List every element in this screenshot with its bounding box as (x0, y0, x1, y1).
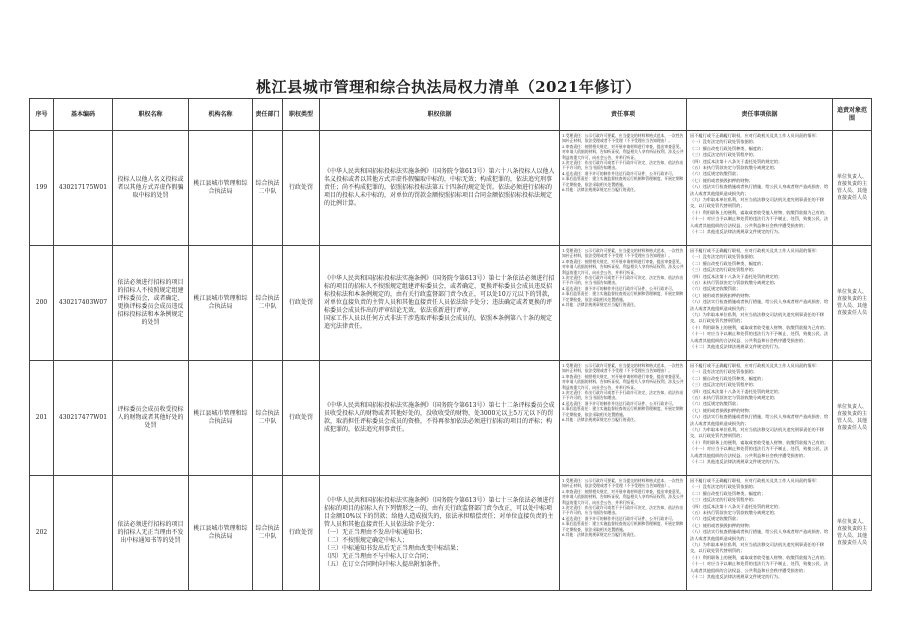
row-duty-items (560, 246, 687, 361)
duty-basis-item: 因不履行或不正确履行职权，应对行政机关及其工作人员问责的情形： (690, 478, 820, 483)
duty-basis-item: （十）利用职务上的便利，索取或者收受他人财物、收缴罚款据为己有的； (690, 554, 829, 560)
duty-item: 4.送达责任：准予许可的制作并送达行政许可证件，公开行政许可。 (562, 170, 676, 176)
duty-basis-item: （十）利用职务上的便利，索取或者收受他人财物、收缴罚款据为己有的； (690, 209, 829, 215)
duty-basis-item: （十）利用职务上的便利，索取或者收受他人财物、收缴罚款据为己有的； (690, 324, 829, 330)
row-basis (320, 131, 560, 246)
duty-basis-item: （五）未执行罚款决定与罚款收缴分离规定的； (690, 510, 778, 516)
duty-basis-item: （十一）对应当予以制止和处罚的违法行为不予制止、处罚，致使公民、法人或者其他组织的合法权益、公共利益和社会秩序遭受损害的； (690, 561, 829, 573)
duty-item: 3.决定责任：作出行政许可或者不予行政许可决定，法定告知，依法作出不予许可的，应当书面告知理由。 (562, 275, 684, 286)
row-dept: 综合执法二中队 (253, 361, 283, 476)
duty-basis-item: （九）为牟取本单位私利，对应当依法移交司法机关追究刑事责任的不移交，以行政处罚代替刑罚的； (690, 312, 825, 324)
duty-basis-item: （一）没有法定的行政处罚依据的； (690, 139, 758, 145)
row-code: 430217403W07 (54, 246, 113, 361)
row-duty-basis (687, 361, 833, 476)
duty-basis-item: （六）违反规定收缴罚款； (690, 516, 741, 522)
row-dept: 综合执法二中队 (253, 476, 283, 591)
row-power-name: 评标委员会成员收受投标人的财物或者其他好处的处罚 (113, 361, 189, 476)
duty-basis-item: （九）为牟取本单位私利，对应当依法移交司法机关追究刑事责任的不移交，以行政处罚代替刑罚的； (690, 542, 825, 554)
duty-item: 3.决定责任：作出行政许可或者不予行政许可决定，法定告知，依法作出不予许可的，应当书面告知理由。 (562, 160, 684, 171)
duty-basis-item: （十二）其他违反法律法规规章文件规定的行为。 (690, 344, 783, 350)
row-basis (320, 476, 560, 591)
row-org: 桃江县城市管理和综合执法局 (189, 131, 253, 246)
duty-item: 1.受理责任：公示行政许可要素，应当提交的材料和格式范本，一次性告知补正材料，依法受理或者不予受理（不予受理应当告知理由）。 (562, 248, 684, 259)
header-type: 职权类型 (283, 99, 320, 131)
row-code: 430217477W01 (54, 361, 113, 476)
duty-basis-item: （九）为牟取本单位私利，对应当依法移交司法机关追究刑事责任的不移交，以行政处罚代替刑罚的； (690, 197, 825, 209)
duty-item: 4.送达责任：准予许可的制作并送达行政许可证件，公开行政许可。 (562, 285, 676, 291)
header-code: 基本编码 (54, 99, 113, 131)
row-power-name: 依法必须进行招标的项目的招标人无正当理由不发出中标通知书等的处罚 (113, 476, 189, 591)
row-basis (320, 246, 560, 361)
duty-basis-item: （二）擅自改变行政处罚种类、幅度的； (690, 490, 766, 496)
duty-basis-item: （五）未执行罚款决定与罚款收缴分离规定的； (690, 395, 778, 401)
basis-paragraph: （五）在订立合同时向中标人提出附加条件。 (324, 561, 445, 568)
table-row (30, 476, 872, 591)
header-basis: 职权依据 (320, 99, 560, 131)
table-row (30, 131, 872, 246)
duty-basis-item: （二）擅自改变行政处罚种类、幅度的； (690, 260, 766, 266)
duty-basis-item: （七）使用或者损毁扣押的财物； (690, 292, 753, 298)
duty-basis-item: （三）违反法定的行政处罚程序的； (690, 497, 758, 503)
duty-item: 3.决定责任：作出行政许可或者不予行政许可决定，法定告知，依法作出不予许可的，应当书面告知理由。 (562, 390, 684, 401)
duty-item: 5.事后监管责任：建立实施监督检查的运行机制和管理制度，开展定期和不定期检查，依法采取相关处置措施。 (562, 291, 684, 302)
header-duty-basis: 责任事项依据 (687, 99, 833, 131)
power-list-table (29, 98, 872, 591)
duty-item: 1.受理责任：公示行政许可要素，应当提交的材料和格式范本，一次性告知补正材料，依法受理或者不予受理（不予受理应当告知理由）。 (562, 363, 684, 374)
duty-basis-item: （十一）对应当予以制止和处罚的违法行为不予制止、处罚，致使公民、法人或者其他组织的合法权益、公共利益和社会秩序遭受损害的； (690, 216, 829, 228)
basis-paragraph: （二）不按照规定确定中标人； (324, 537, 409, 544)
duty-basis-item: （十二）其他违反法律法规规章文件规定的行为。 (690, 574, 783, 580)
duty-item: 1.受理责任：公示行政许可要素，应当提交的材料和格式范本，一次性告知补正材料，依法受理或者不予受理（不予受理应当告知理由）。 (562, 133, 684, 144)
header-name: 职权名称 (113, 99, 189, 131)
duty-basis-item: （十二）其他违反法律法规规章文件规定的行为。 (690, 229, 783, 235)
row-subject: 单位负责人、直接负责的主管人员、其他直接责任人员 (833, 361, 872, 476)
row-duty-items (560, 361, 687, 476)
duty-basis-item: （十二）其他违反法律法规规章文件规定的行为。 (690, 459, 783, 465)
table-row (30, 361, 872, 476)
duty-basis-item: 因不履行或不正确履行职权，应对行政机关及其工作人员问责的情形： (690, 248, 820, 253)
duty-item: 6.其他：法律法规规章规定应当履行的责任。 (562, 417, 638, 423)
row-duty-basis (687, 131, 833, 246)
duty-basis-item: （四）违反本法第十八条关于委托处罚的规定的； (690, 158, 783, 164)
duty-item: 2.审查责任：按照相关规定，对开展申请材料进行审查，提出审查意见，对申请人依据的材料，告知听证权，利益相关人享有听证权利，涉及公共利益的重大许可，向社会公告，并举行听证。 (562, 373, 684, 390)
basis-paragraph: （一）无正当理由不发出中标通知书； (324, 529, 427, 536)
duty-basis-item: 因不履行或不正确履行职权，应对行政机关及其工作人员问责的情形： (690, 363, 820, 368)
duty-basis-item: （十一）对应当予以制止和处罚的违法行为不予制止、处罚，致使公民、法人或者其他组织的合法权益、公共利益和社会秩序遭受损害的； (690, 446, 829, 458)
duty-basis-item: （八）违法实行检查措施或者执行措施，给公民人身或者财产造成损害、给法人或者其他组织造成损失的； (690, 299, 829, 311)
row-subject: 单位负责人、直接负责的主管人员、其他直接责任人员 (833, 476, 872, 591)
duty-basis-item: （十一）对应当予以制止和处罚的违法行为不予制止、处罚，致使公民、法人或者其他组织的合法权益、公共利益和社会秩序遭受损害的； (690, 331, 829, 343)
header-no: 序号 (30, 99, 54, 131)
row-dept: 综合执法二中队 (253, 246, 283, 361)
row-number: 199 (30, 131, 54, 246)
duty-item: 3.决定责任：作出行政许可或者不予行政许可决定，法定告知，依法作出不予许可的，应当书面告知理由。 (562, 505, 684, 516)
duty-basis-item: （七）使用或者损毁扣押的财物； (690, 177, 753, 183)
duty-basis-item: （五）未执行罚款决定与罚款收缴分离规定的； (690, 280, 778, 286)
duty-item: 6.其他：法律法规规章规定应当履行的责任。 (562, 532, 638, 538)
row-code (54, 476, 113, 591)
basis-paragraph: 《中华人民共和国招标投标法实施条例》（国务院令第613号）第七十条依法必须进行招标的项目的招标人不按照规定组建评标委员会，或者确定、更换评标委员会成员违反招标投标法和本条例规定的，由有关行政监督部门责令改正，可以处10万元以下的罚款，对单位直接负责的主管人员和其他直接责任人员依法给予处分；违法确定或者更换的评标委员会成员作出的评审结论无效，依法重新进行评审。 (324, 275, 555, 314)
header-duty: 责任事项 (560, 99, 687, 131)
duty-basis-item: （九）为牟取本单位私利，对应当依法移交司法机关追究刑事责任的不移交，以行政处罚代替刑罚的； (690, 427, 825, 439)
duty-basis-item: （一）没有法定的行政处罚依据的； (690, 369, 758, 375)
duty-basis-item: （五）未执行罚款决定与罚款收缴分离规定的； (690, 165, 778, 171)
row-code: 430217175W01 (54, 131, 113, 246)
duty-basis-item: （六）违反规定收缴罚款； (690, 401, 741, 407)
duty-basis-item: （四）违反本法第十八条关于委托处罚的规定的； (690, 503, 783, 509)
duty-item: 5.事后监管责任：建立实施监督检查的运行机制和管理制度，开展定期和不定期检查，依法采取相关处置措施。 (562, 406, 684, 417)
basis-paragraph: （四）无正当理由不与中标人订立合同； (324, 553, 433, 560)
table-row (30, 246, 872, 361)
duty-basis-item: 因不履行或不正确履行职权，应对行政机关及其工作人员问责的情形： (690, 133, 820, 138)
row-type: 行政处罚 (283, 131, 320, 246)
row-number: 202 (30, 476, 54, 591)
duty-basis-item: （七）使用或者损毁扣押的财物； (690, 407, 753, 413)
duty-item: 5.事后监管责任：建立实施监督检查的运行机制和管理制度，开展定期和不定期检查，依法采取相关处置措施。 (562, 521, 684, 532)
duty-item: 1.受理责任：公示行政许可要素，应当提交的材料和格式范本，一次性告知补正材料，依法受理或者不予受理（不予受理应当告知理由）。 (562, 478, 684, 489)
basis-paragraph: （三）中标通知书发出后无正当理由改变中标结果； (324, 545, 463, 552)
duty-basis-item: （四）违反本法第十八条关于委托处罚的规定的； (690, 273, 783, 279)
row-subject: 单位负责人、直接负责的主管人员、其他直接责任人员 (833, 246, 872, 361)
basis-paragraph: 国家工作人员以任何方式非法干涉选取评标委员会成员的，依照本条例第八十条的规定追究法律责任。 (324, 315, 553, 330)
duty-basis-item: （一）没有法定的行政处罚依据的； (690, 254, 758, 260)
duty-basis-item: （八）违法实行检查措施或者执行措施，给公民人身或者财产造成损害、给法人或者其他组织造成损失的； (690, 184, 829, 196)
row-duty-items (560, 476, 687, 591)
duty-basis-item: （二）擅自改变行政处罚种类、幅度的； (690, 375, 766, 381)
row-power-name: 投标人以他人名义投标或者以其他方式弄虚作假骗取中标的处罚 (113, 131, 189, 246)
duty-basis-item: （六）违反规定收缴罚款； (690, 171, 741, 177)
row-type: 行政处罚 (283, 246, 320, 361)
header-subject: 追责对象范围 (833, 99, 872, 131)
duty-basis-item: （八）违法实行检查措施或者执行措施，给公民人身或者财产造成损害、给法人或者其他组织造成损失的； (690, 414, 829, 426)
row-subject: 单位负责人、直接负责的主管人员、其他直接责任人员 (833, 131, 872, 246)
row-type: 行政处罚 (283, 476, 320, 591)
duty-basis-item: （三）违反法定的行政处罚程序的； (690, 152, 758, 158)
row-duty-basis (687, 246, 833, 361)
row-number: 201 (30, 361, 54, 476)
duty-basis-item: （二）擅自改变行政处罚种类、幅度的； (690, 145, 766, 151)
row-type: 行政处罚 (283, 361, 320, 476)
duty-basis-item: （四）违反本法第十八条关于委托处罚的规定的； (690, 388, 783, 394)
duty-item: 5.事后监管责任：建立实施监督检查的运行机制和管理制度，开展定期和不定期检查，依法采取相关处置措施。 (562, 176, 684, 187)
row-dept: 综合执法二中队 (253, 131, 283, 246)
row-number: 200 (30, 246, 54, 361)
header-dept: 责任部门 (253, 99, 283, 131)
basis-paragraph: 《中华人民共和国招标投标法实施条例》（国务院令第613号）第七十三条依法必须进行招标的项目的招标人有下列情形之一的，由有关行政监督部门责令改正，可以处中标项目金额10%以下的罚款；给他人造成损失的，依法承担赔偿责任；对单位直接负责的主管人员和其他直接责任人员依法给予处分： (324, 497, 555, 528)
duty-basis-item: （七）使用或者损毁扣押的财物； (690, 522, 753, 528)
duty-basis-item: （一）没有法定的行政处罚依据的； (690, 484, 758, 490)
duty-basis-item: （十）利用职务上的便利，索取或者收受他人财物、收缴罚款据为己有的； (690, 439, 829, 445)
duty-item: 2.审查责任：按照相关规定，对开展申请材料进行审查，提出审查意见，对申请人依据的材料，告知听证权，利益相关人享有听证权利，涉及公共利益的重大许可，向社会公告，并举行听证。 (562, 143, 684, 160)
row-basis (320, 361, 560, 476)
row-org: 桃江县城市管理和综合执法局 (189, 476, 253, 591)
basis-paragraph: 《中华人民共和国招标投标法实施条例》（国务院令第613号）第六十八条投标人以他人名义投标或者以其他方式弄虚作假骗取中标的，中标无效；构成犯罪的，依法追究刑事责任；尚不构成犯罪的，依照招标投标法第五十四条的规定处罚。依法必须进行招标的项目的投标人未中标的，对单位的罚款金额按照招标项目合同金额依照招标投标法规定的比例计算。 (324, 168, 555, 207)
duty-item: 2.审查责任：按照相关规定，对开展申请材料进行审查，提出审查意见，对申请人依据的材料，告知听证权，利益相关人享有听证权利，涉及公共利益的重大许可，向社会公告，并举行听证。 (562, 258, 684, 275)
duty-item: 6.其他：法律法规规章规定应当履行的责任。 (562, 187, 638, 193)
page-title: 桃江县城市管理和综合执法局权力清单（2021年修订） (256, 78, 641, 96)
duty-basis-item: （八）违法实行检查措施或者执行措施，给公民人身或者财产造成损害、给法人或者其他组织造成损失的； (690, 529, 829, 541)
duty-item: 6.其他：法律法规规章规定应当履行的责任。 (562, 302, 638, 308)
header-org: 机构名称 (189, 99, 253, 131)
duty-basis-item: （三）违反法定的行政处罚程序的； (690, 382, 758, 388)
header-row (30, 99, 872, 131)
row-org: 桃江县城市管理和综合执法局 (189, 246, 253, 361)
row-power-name: 依法必须进行招标的项目的招标人不按照规定组建评标委员会，或者确定、更换评标委员会成员违反招标投标法和本条例规定的处罚 (113, 246, 189, 361)
duty-item: 4.送达责任：准予许可的制作并送达行政许可证件，公开行政许可。 (562, 400, 676, 406)
row-org: 桃江县城市管理和综合执法局 (189, 361, 253, 476)
row-duty-basis (687, 476, 833, 591)
duty-basis-item: （六）违反规定收缴罚款； (690, 286, 741, 292)
duty-basis-item: （三）违反法定的行政处罚程序的； (690, 267, 758, 273)
duty-item: 2.审查责任：按照相关规定，对开展申请材料进行审查，提出审查意见，对申请人依据的材料，告知听证权，利益相关人享有听证权利，涉及公共利益的重大许可，向社会公告，并举行听证。 (562, 488, 684, 505)
duty-item: 4.送达责任：准予许可的制作并送达行政许可证件，公开行政许可。 (562, 515, 676, 521)
row-duty-items (560, 131, 687, 246)
basis-paragraph: 《中华人民共和国招标投标法实施条例》（国务院令第613号）第七十二条评标委员会成员收受投标人的财物或者其他好处的，没收收受的财物，处3000元以上5万元以下的罚款，取消担任评标委员会成员的资格，不得再参加依法必须进行招标的项目的评标；构成犯罪的，依法追究刑事责任。 (324, 402, 555, 433)
